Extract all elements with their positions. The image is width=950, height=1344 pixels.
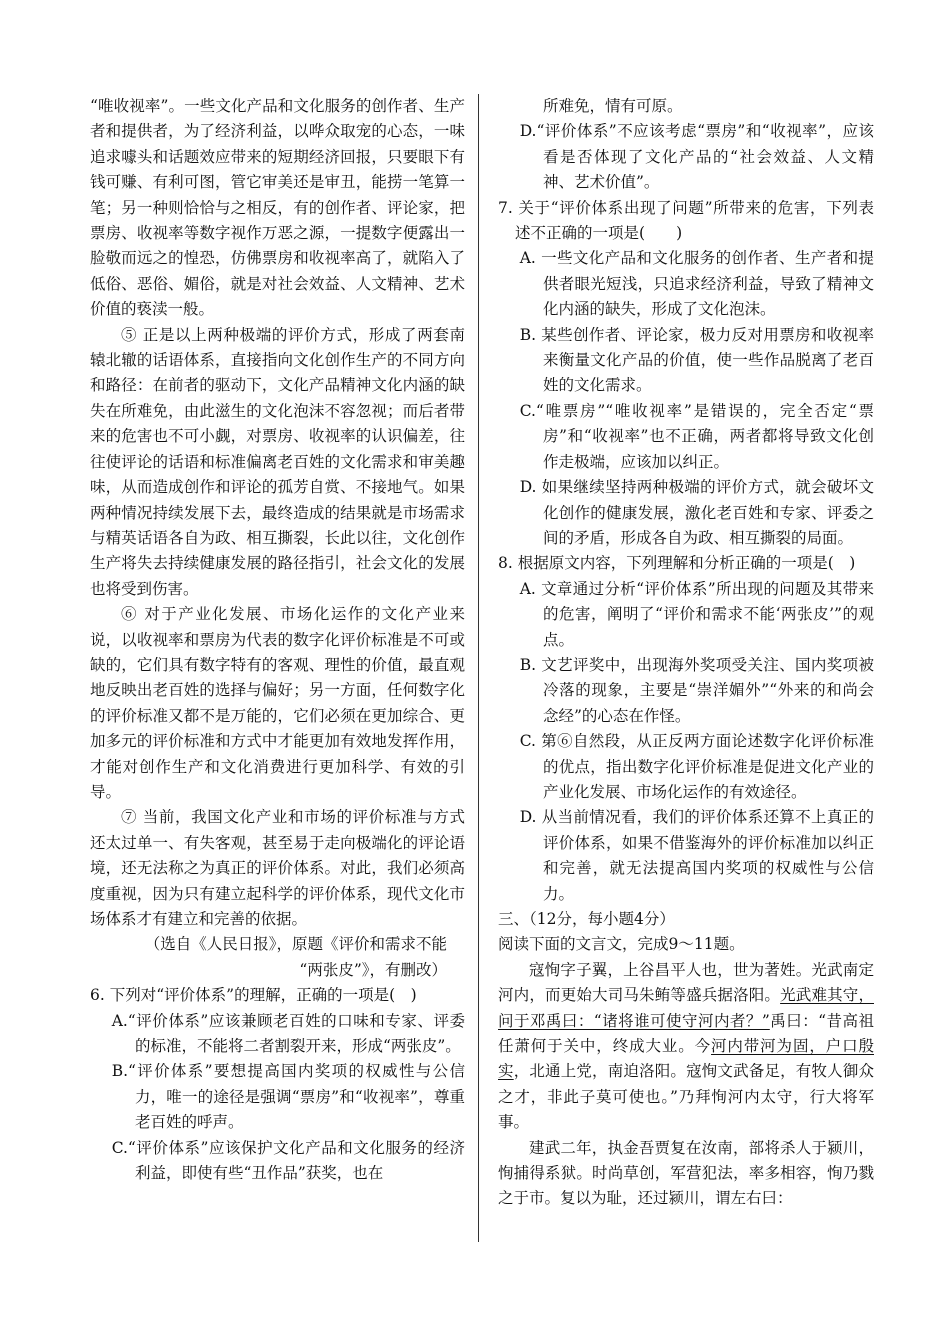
passage-paragraph-intro: “唯收视率”。一些文化产品和文化服务的创作者、生产者和提供者，为了经济利益，以哗众取宠的心态，一味追求噱头和话题效应带来的短期经济回报，只要眼下有钱可赚、有利可图，管它审美还是审丑，能捞一笔算一笔；另一种则恰恰与之相反，有的创作者、评论家，把票房、收视率等数字视作万恶之源，一提数字便露出一脸敬而远之的惶恐，仿佛票房和收视率高了，就陷入了低俗、恶俗、媚俗，就是对社会效益、人文精神、艺术价值的亵渎一般。 xyxy=(90,97,465,319)
question-6-option-a: A.“评价体系”应该兼顾老百姓的口味和专家、评委的标准，不能将二者割裂开来，形成“两张皮”。 xyxy=(111,1011,465,1056)
question-6-option-c: C.“评价体系”应该保护文化产品和文化服务的经济利益，即使有些“丑作品”获奖，也在 xyxy=(111,1138,465,1183)
question-6-option-d: D.“评价体系”不应该考虑“票房”和“收视率”，应该看是否体现了文化产品的“社会效益、人文精神、艺术价值”。 xyxy=(519,122,874,192)
passage-paragraph-5: ⑤ 正是以上两种极端的评价方式，形成了两套南辕北辙的话语体系，直接指向文化创作生产的不同方向和路径：在前者的驱动下，文化产品精神文化内涵的缺失在所难免，由此滋生的文化泡沫不容忽视；而后者带来的危害也不可小觑，对票房、收视率的认识偏差，往往使评论的话语和标准偏离老百姓的文化需求和审美趣味，从而造成创作和评论的孤芳自赏、不接地气。如果两种情况持续发展下去，最终造成的结果就是市场需求与精英话语各自为政、相互撕裂，长此以往，文化创作生产将失去持续健康发展的路径指引，社会文化的发展也将受到伤害。 xyxy=(90,325,465,598)
classical-paragraph-1 xyxy=(498,958,874,1136)
underlined-sentence-2: 河内带河为固，户口殷实 xyxy=(498,1037,874,1081)
underlined-sentence-1: 光武难其守，问于邓禹曰：“诸将谁可使守河内者？” xyxy=(498,986,874,1030)
question-8-option-d: D. 从当前情况看，我们的评价体系还算不上真正的评价体系，如果不借鉴海外的评价标准加以纠正和完善，就无法提高国内奖项的权威性与公信力。 xyxy=(519,808,874,903)
question-6-option-b: B.“评价体系”要想提高国内奖项的权威性与公信力，唯一的途径是强调“票房”和“收视率”，尊重老百姓的呼声。 xyxy=(111,1062,465,1132)
passage-paragraph-6: ⑥ 对于产业化发展、市场化运作的文化产业来说，以收视率和票房为代表的数字化评价标准是不可或缺的，它们具有数字特有的客观、理性的价值，最直观地反映出老百姓的选择与偏好；另一方面，任何数字化的评价标准又都不是万能的，它们必须在更加综合、更加多元的评价标准和方式中才能更加有效地发挥作用，才能对创作生产和文化消费进行更加科学、有效的引导。 xyxy=(90,605,465,801)
classical-text-segment: 寇恂字子翼，上谷昌平人也，世为著姓。光武南定河内，而更始大司马朱鲔等盛兵据洛阳。 xyxy=(498,960,874,1005)
passage-paragraph-7: ⑦ 当前，我国文化产业和市场的评价标准与方式还太过单一、有失客观，甚至易于走向极端化的评论语境，还无法称之为真正的评价体系。对此，我们必须高度重视，因为只有建立起科学的评价体系，现代文化市场体系才有建立和完善的依据。 xyxy=(90,808,465,928)
question-8-option-a: A. 文章通过分析“评价体系”所出现的问题及其带来的危害，阐明了“评价和需求不能‘两张皮’”的观点。 xyxy=(519,579,874,649)
source-citation-line-2: “两张皮”》，有删改） xyxy=(299,960,447,979)
question-7-option-b: B. 某些创作者、评论家，极力反对用票房和收视率来衡量文化产品的价值，使一些作品脱离了老百姓的文化需求。 xyxy=(519,325,874,395)
question-7-option-d: D. 如果继续坚持两种极端的评价方式，就会破坏文化创作的健康发展，激化老百姓和专家、评委之间的矛盾，形成各自为政、相互撕裂的局面。 xyxy=(519,478,874,547)
classical-text-segment: 禹曰：“昔高祖任萧何于关中，终成大业。今 xyxy=(498,1011,874,1056)
classical-text-segment: ，北通上党，南迫洛阳。寇恂文武备足，有牧人御众之才，非此子莫可使也。”乃拜恂河内太守，行大将军事。 xyxy=(498,1062,874,1132)
question-8-stem: 8. 根据原文内容，下列理解和分析正确的一项是( ) xyxy=(498,554,856,573)
source-citation-line-1: （选自《人民日报》，原题《评价和需求不能 xyxy=(144,935,447,954)
question-7-stem: 7. 关于“评价体系出现了问题”所带来的危害，下列表述不正确的一项是( ) xyxy=(498,198,874,243)
section-3-instruction: 阅读下面的文言文，完成9～11题。 xyxy=(498,935,745,954)
column-divider xyxy=(478,94,479,1242)
question-6-option-c-continued: 所难免，情有可原。 xyxy=(542,97,683,115)
question-6-stem: 6. 下列对“评价体系”的理解，正确的一项是( ) xyxy=(90,986,417,1005)
question-8-option-b: B. 文艺评奖中，出现海外奖项受关注、国内奖项被冷落的现象，主要是“崇洋媚外”“外来的和尚会念经”的心态在作怪。 xyxy=(519,655,874,725)
question-8-option-c: C. 第⑥自然段，从正反两方面论述数字化评价标准的优点，指出数字化评价标准是促进文化产业的产业化发展、市场化运作的有效途径。 xyxy=(519,732,874,801)
classical-paragraph-2: 建武二年，执金吾贾复在汝南，部将杀人于颍川，恂捕得系狱。时尚草创，军营犯法，率多相容，恂乃戮之于市。复以为耻，还过颍川，谓左右曰： xyxy=(498,1138,874,1208)
section-3-heading: 三、（12分，每小题4分） xyxy=(498,910,675,928)
right-column xyxy=(498,94,874,1212)
left-column xyxy=(90,94,465,1186)
question-7-option-c: C.“唯票房”“唯收视率”是错误的，完全否定“票房”和“收视率”也不正确，两者都将导致文化创作走极端，应该加以纠正。 xyxy=(519,401,874,471)
question-7-option-a: A. 一些文化产品和文化服务的创作者、生产者和提供者眼光短浅，只追求经济利益，导致了精神文化内涵的缺失，形成了文化泡沫。 xyxy=(519,249,874,319)
